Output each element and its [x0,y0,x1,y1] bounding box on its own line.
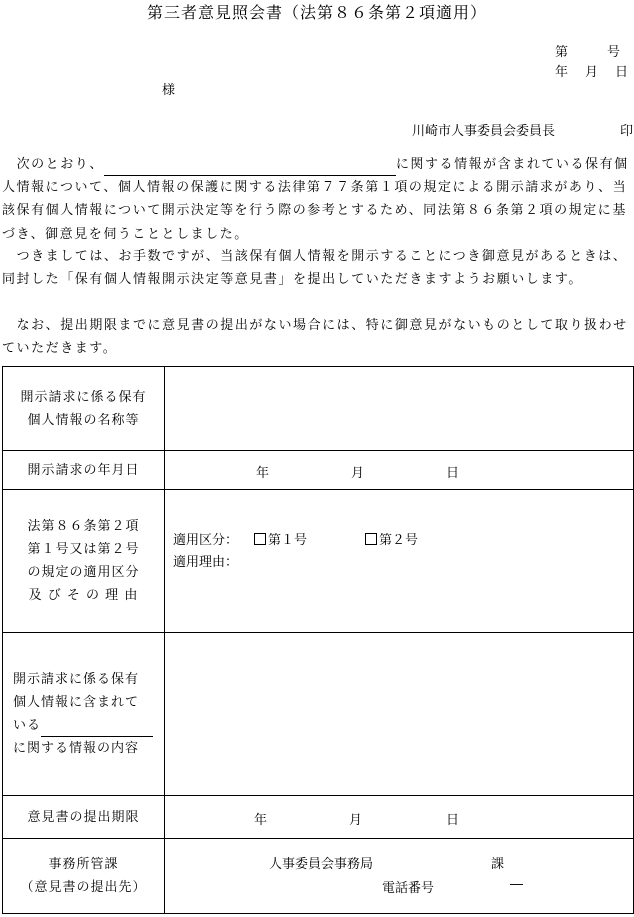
day-label: 日 [446,466,460,481]
value-information-name [165,367,634,451]
label-line-with-blank [13,714,164,737]
body-paragraph-2 [2,245,634,291]
phone-label: 電話番号 [382,881,435,896]
label-line: 個人情報の名称等 [27,412,140,428]
label-submission-deadline: 意見書の提出期限 [3,796,165,839]
label-line: に関する情報の内容 [13,741,140,756]
sender-name: 川崎市人事委員会委員長 [412,124,556,139]
checkbox-icon[interactable] [365,533,377,545]
row-request-date [3,451,634,490]
label-line: 開示請求に係る保有 [13,672,140,687]
paragraph-3-text: なお、提出期限までに意見書の提出がない場合には、特に御意見がないものとして取り扱わせていただきます。 [2,318,628,357]
office-name: 人事委員会事務局 [269,857,374,872]
checkbox-icon[interactable] [254,533,266,545]
category-label: 適用区分： [173,533,239,548]
option-item-1-checkbox[interactable] [254,529,307,548]
value-responsible-office [165,839,634,914]
row-responsible-office [3,839,634,914]
label-information-content [3,633,165,796]
month-label: 月 [351,466,365,481]
year-label: 年 [256,466,270,481]
label-applicable-category [3,490,165,633]
seal-mark: 印 [620,124,634,139]
body-paragraph-3 [2,314,634,360]
month-label: 月 [349,813,363,828]
paragraph-1-body: に関する情報が含まれている保有個人情報について、個人情報の保護に関する法律第７７条第１項の規定による開示請求があり、当該保有個人情報について開示決定等を行う際の参考とするため、同法第８６条第２項の規定に基づき、御意見を伺うこととしました。 [2,157,629,242]
label-text: いる [13,718,42,733]
subject-blank-line [104,160,396,176]
row-applicable-category [3,490,634,633]
value-request-date [165,451,634,490]
phone-dash: ― [510,877,523,892]
inquiry-form-table [2,366,634,914]
row-submission-deadline [3,796,634,839]
label-line: 法第８６条第２項 [27,519,140,534]
subject-blank-line [41,722,153,737]
label-line: 開示請求に係る保有 [20,389,147,405]
reason-label: 適用理由： [173,555,239,570]
document-number-label: 第 号 [555,45,621,60]
document-title: 第三者意見照会書（法第８６条第２項適用） [146,3,487,22]
option-item-2-checkbox[interactable] [365,529,418,548]
year-label: 年 [254,813,268,828]
paragraph-1-lead: 次のとおり、 [16,157,104,172]
label-request-date: 開示請求の年月日 [3,451,165,490]
addressee-suffix: 様 [162,83,176,98]
body-paragraph-1 [2,153,634,246]
label-information-name [3,367,165,451]
label-line: （意見書の提出先） [20,880,147,895]
value-information-content [165,633,634,796]
label-responsible-office [3,839,165,914]
label-line: 事務所管課 [48,857,119,872]
label-line: 及 び そ の 理 由 [28,588,139,603]
label-line: の規定の適用区分 [27,565,140,580]
value-submission-deadline [165,796,634,839]
label-line: 第１号又は第２号 [27,542,140,557]
option-item-2-label: 第２号 [379,533,419,548]
paragraph-2-text: つきましては、お手数ですが、当該保有個人情報を開示することにつき御意見があるときは、同封した「保有個人情報開示決定等意見書」を提出していただきますようお願いします。 [2,249,628,288]
value-applicable-category [165,490,634,633]
day-label: 日 [446,813,460,828]
row-information-name [3,367,634,451]
section-suffix: 課 [491,857,505,872]
option-item-1-label: 第１号 [268,533,308,548]
document-date-label: 年 月 日 [555,65,631,80]
row-information-content [3,633,634,796]
label-line: 個人情報に含まれて [13,695,140,710]
